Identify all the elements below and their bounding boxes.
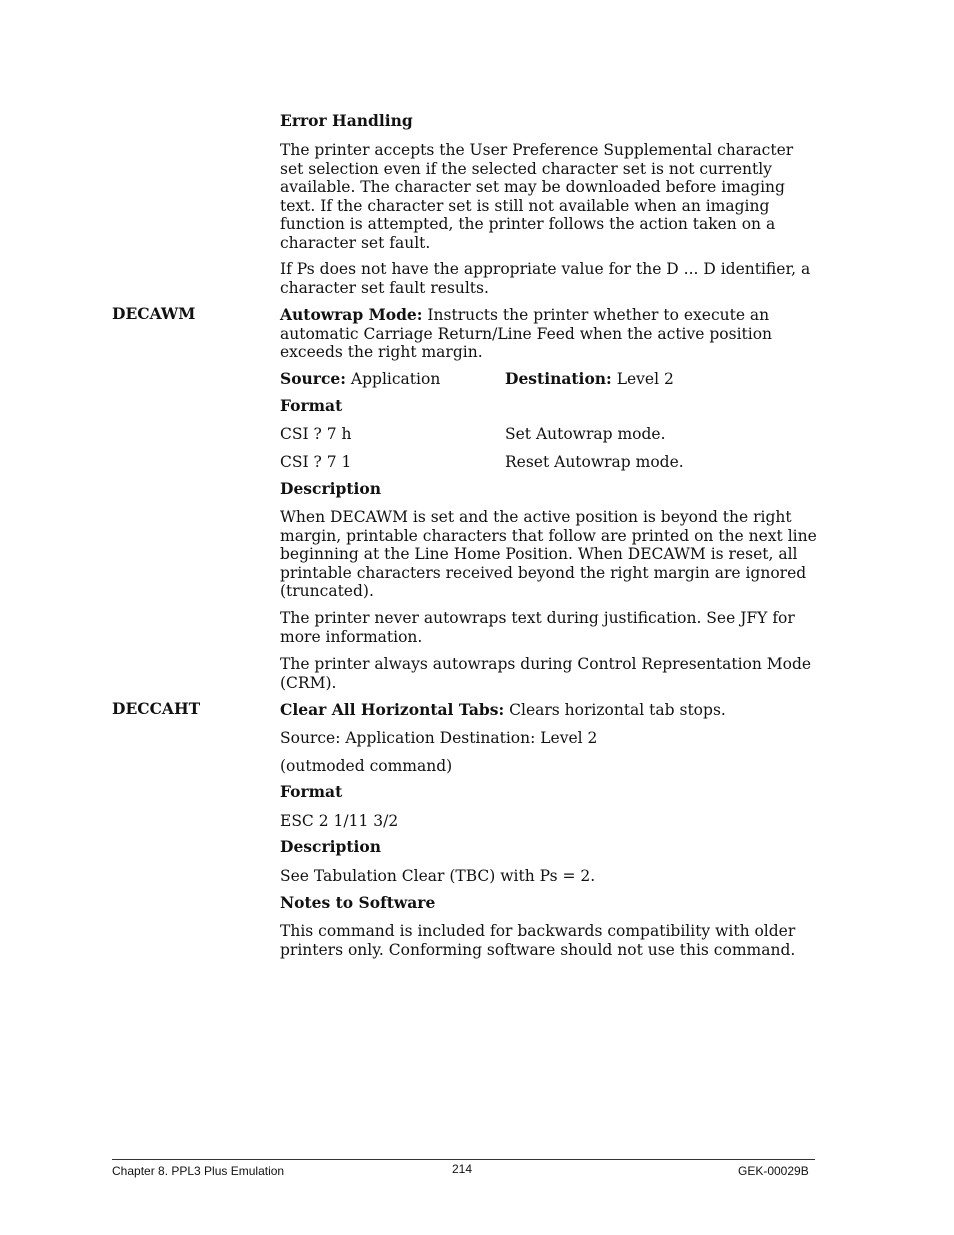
decawm-description-heading: Description [280, 479, 382, 498]
decawm-source-value: Application [346, 370, 441, 388]
decawm-intro [280, 306, 820, 362]
error-handling-paragraph-1: The printer accepts the User Preference Supplemental character set selection even if the selected character set is not currently available. The character set may be downloaded before imaging text. If the character set is still not available when an imaging function is attempted, the printer follows the action taken on a character set fault. [280, 141, 794, 252]
decawm-destination-value: Level 2 [611, 370, 674, 388]
deccaht-label: DECCAHT [112, 699, 201, 718]
deccaht-notes-heading: Notes to Software [280, 893, 436, 912]
decawm-destination-label: Destination: [505, 369, 612, 388]
footer-chapter: Chapter 8. PPL3 Plus Emulation [112, 1164, 285, 1178]
decawm-label: DECAWM [112, 304, 196, 323]
deccaht-description-heading: Description [280, 837, 382, 856]
deccaht-format-heading: Format [280, 782, 343, 801]
decawm-title: Autowrap Mode: [280, 305, 423, 324]
error-handling-heading: Error Handling [280, 111, 413, 130]
decawm-format-heading: Format [280, 396, 343, 415]
deccaht-notes: This command is included for backwards compatibility with older printers only. Conforming software should not use this command. [280, 922, 796, 959]
deccaht-intro-text: Clears horizontal tab stops. [504, 701, 726, 719]
decawm-source [280, 370, 440, 389]
footer-doc-id: GEK-00029B [738, 1164, 809, 1178]
decawm-source-label: Source: [280, 369, 346, 388]
decawm-format-desc-2: Reset Autowrap mode. [505, 453, 684, 471]
deccaht-title: Clear All Horizontal Tabs: [280, 700, 505, 719]
decawm-description-3: The printer always autowraps during Control Representation Mode (CRM). [280, 655, 812, 692]
deccaht-format-code: ESC 2 1/11 3/2 [280, 812, 399, 830]
decawm-destination [505, 370, 674, 389]
decawm-format-code-1: CSI ? 7 h [280, 425, 352, 443]
decawm-description-2: The printer never autowraps text during justification. See JFY for more information. [280, 609, 795, 646]
decawm-intro-text: Instructs the printer whether to execute an automatic Carriage Return/Line Feed when the active position exceeds the right margin. [280, 306, 773, 361]
deccaht-source-line: Source: Application Destination: Level 2 [280, 729, 598, 747]
deccaht-description: See Tabulation Clear (TBC) with Ps = 2. [280, 867, 596, 885]
error-handling-paragraph-2: If Ps does not have the appropriate value for the D ... D identifier, a character set fault results. [280, 260, 811, 297]
decawm-description-1: When DECAWM is set and the active position is beyond the right margin, printable characters that follow are printed on the next line beginning at the Line Home Position. When DECAWM is reset, all printable characters received beyond the right margin are ignored (truncated). [280, 508, 817, 600]
decawm-format-code-2: CSI ? 7 1 [280, 453, 352, 471]
deccaht-outmoded: (outmoded command) [280, 757, 453, 775]
decawm-format-desc-1: Set Autowrap mode. [505, 425, 666, 443]
footer-page-number: 214 [452, 1162, 473, 1176]
deccaht-intro [280, 701, 820, 720]
footer-rule [112, 1159, 815, 1160]
